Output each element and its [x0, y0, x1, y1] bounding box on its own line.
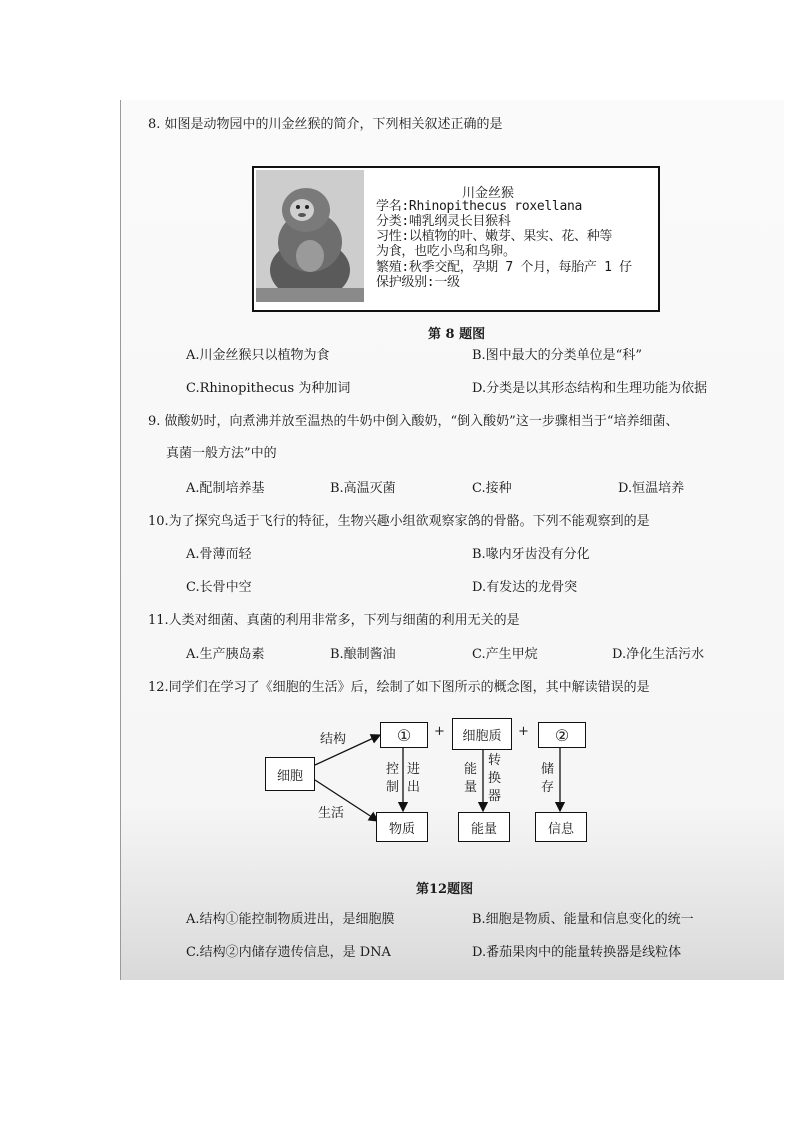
q9-option-c: C.接种 — [472, 481, 512, 496]
q12-caption: 第12题图 — [416, 882, 474, 897]
converter-label: 转换器 — [488, 753, 502, 804]
q12-option-c: C.结构②内储存遗传信息，是 DNA — [186, 945, 391, 960]
page-edge — [120, 100, 121, 980]
q8-option-b: B.图中最大的分类单位是“科” — [472, 348, 642, 363]
q12-stem: 12.同学们在学习了《细胞的生活》后，绘制了如下图所示的概念图，其中解读错误的是 — [148, 680, 650, 695]
q12-option-d: D.番茄果肉中的能量转换器是线粒体 — [472, 945, 682, 960]
q9-stem-cont: 真菌一般方法”中的 — [166, 446, 277, 461]
info-box: 信息 — [535, 812, 587, 842]
q10-option-b: B.喙内牙齿没有分化 — [472, 547, 590, 562]
control-label: 控制 — [386, 762, 400, 795]
card-line: 保护级别:一级 — [376, 275, 460, 290]
card-line: 学名:Rhinopithecus roxellana — [376, 199, 583, 214]
q12-option-a: A.结构①能控制物质进出，是细胞膜 — [186, 912, 395, 927]
q11-stem: 11.人类对细菌、真菌的利用非常多，下列与细菌的利用无关的是 — [148, 613, 520, 628]
plus-sign: + — [434, 724, 445, 739]
node-2-box: ② — [538, 722, 586, 748]
q10-stem: 10.为了探究鸟适于飞行的特征，生物兴趣小组欲观察家鸽的骨骼。下列不能观察到的是 — [148, 514, 650, 529]
q8-caption: 第 8 题图 — [428, 327, 486, 342]
q10-option-a: A.骨薄而轻 — [186, 547, 252, 562]
energy-side-label: 能量 — [464, 762, 478, 795]
life-label: 生活 — [318, 806, 345, 821]
card-line: 习性:以植物的叶、嫩芽、果实、花、种等 — [376, 229, 613, 244]
card-line: 分类:哺乳纲灵长目猴科 — [376, 214, 511, 229]
q10-option-d: D.有发达的龙骨突 — [472, 580, 578, 595]
card-line: 繁殖:秋季交配，孕期 7 个月，每胎产 1 仔 — [376, 260, 632, 275]
matter-box: 物质 — [376, 812, 428, 842]
golden-monkey-photo — [256, 170, 364, 302]
cell-box: 细胞 — [265, 757, 315, 791]
cytoplasm-box: 细胞质 — [452, 718, 512, 750]
store-label: 储存 — [541, 762, 555, 795]
q11-option-d: D.净化生活污水 — [612, 647, 705, 662]
q8-stem: 8. 如图是动物园中的川金丝猴的简介，下列相关叙述正确的是 — [148, 117, 503, 132]
q9-option-d: D.恒温培养 — [618, 481, 685, 496]
q11-option-c: C.产生甲烷 — [472, 647, 538, 662]
in-out-label: 进出 — [407, 762, 421, 795]
q9-option-b: B.高温灭菌 — [330, 481, 396, 496]
structure-label: 结构 — [320, 732, 347, 747]
q8-option-c: C.Rhinopithecus 为种加词 — [186, 381, 351, 396]
energy-box: 能量 — [458, 812, 510, 842]
q11-option-a: A.生产胰岛素 — [186, 647, 265, 662]
q8-option-a: A.川金丝猴只以植物为食 — [186, 348, 330, 363]
plus-sign: + — [518, 724, 529, 739]
card-line: 为食，也吃小鸟和鸟卵。 — [376, 244, 516, 259]
q12-option-b: B.细胞是物质、能量和信息变化的统一 — [472, 912, 694, 927]
q9-stem: 9. 做酸奶时，向煮沸并放至温热的牛奶中倒入酸奶，“倒入酸奶”这一步骤相当于“培养细菌、 — [148, 414, 679, 429]
q11-option-b: B.酿制酱油 — [330, 647, 396, 662]
q9-option-a: A.配制培养基 — [186, 481, 265, 496]
card-title: 川金丝猴 — [462, 186, 515, 201]
q8-option-d: D.分类是以其形态结构和生理功能为依据 — [472, 381, 708, 396]
q10-option-c: C.长骨中空 — [186, 580, 252, 595]
node-1-box: ① — [380, 722, 428, 748]
